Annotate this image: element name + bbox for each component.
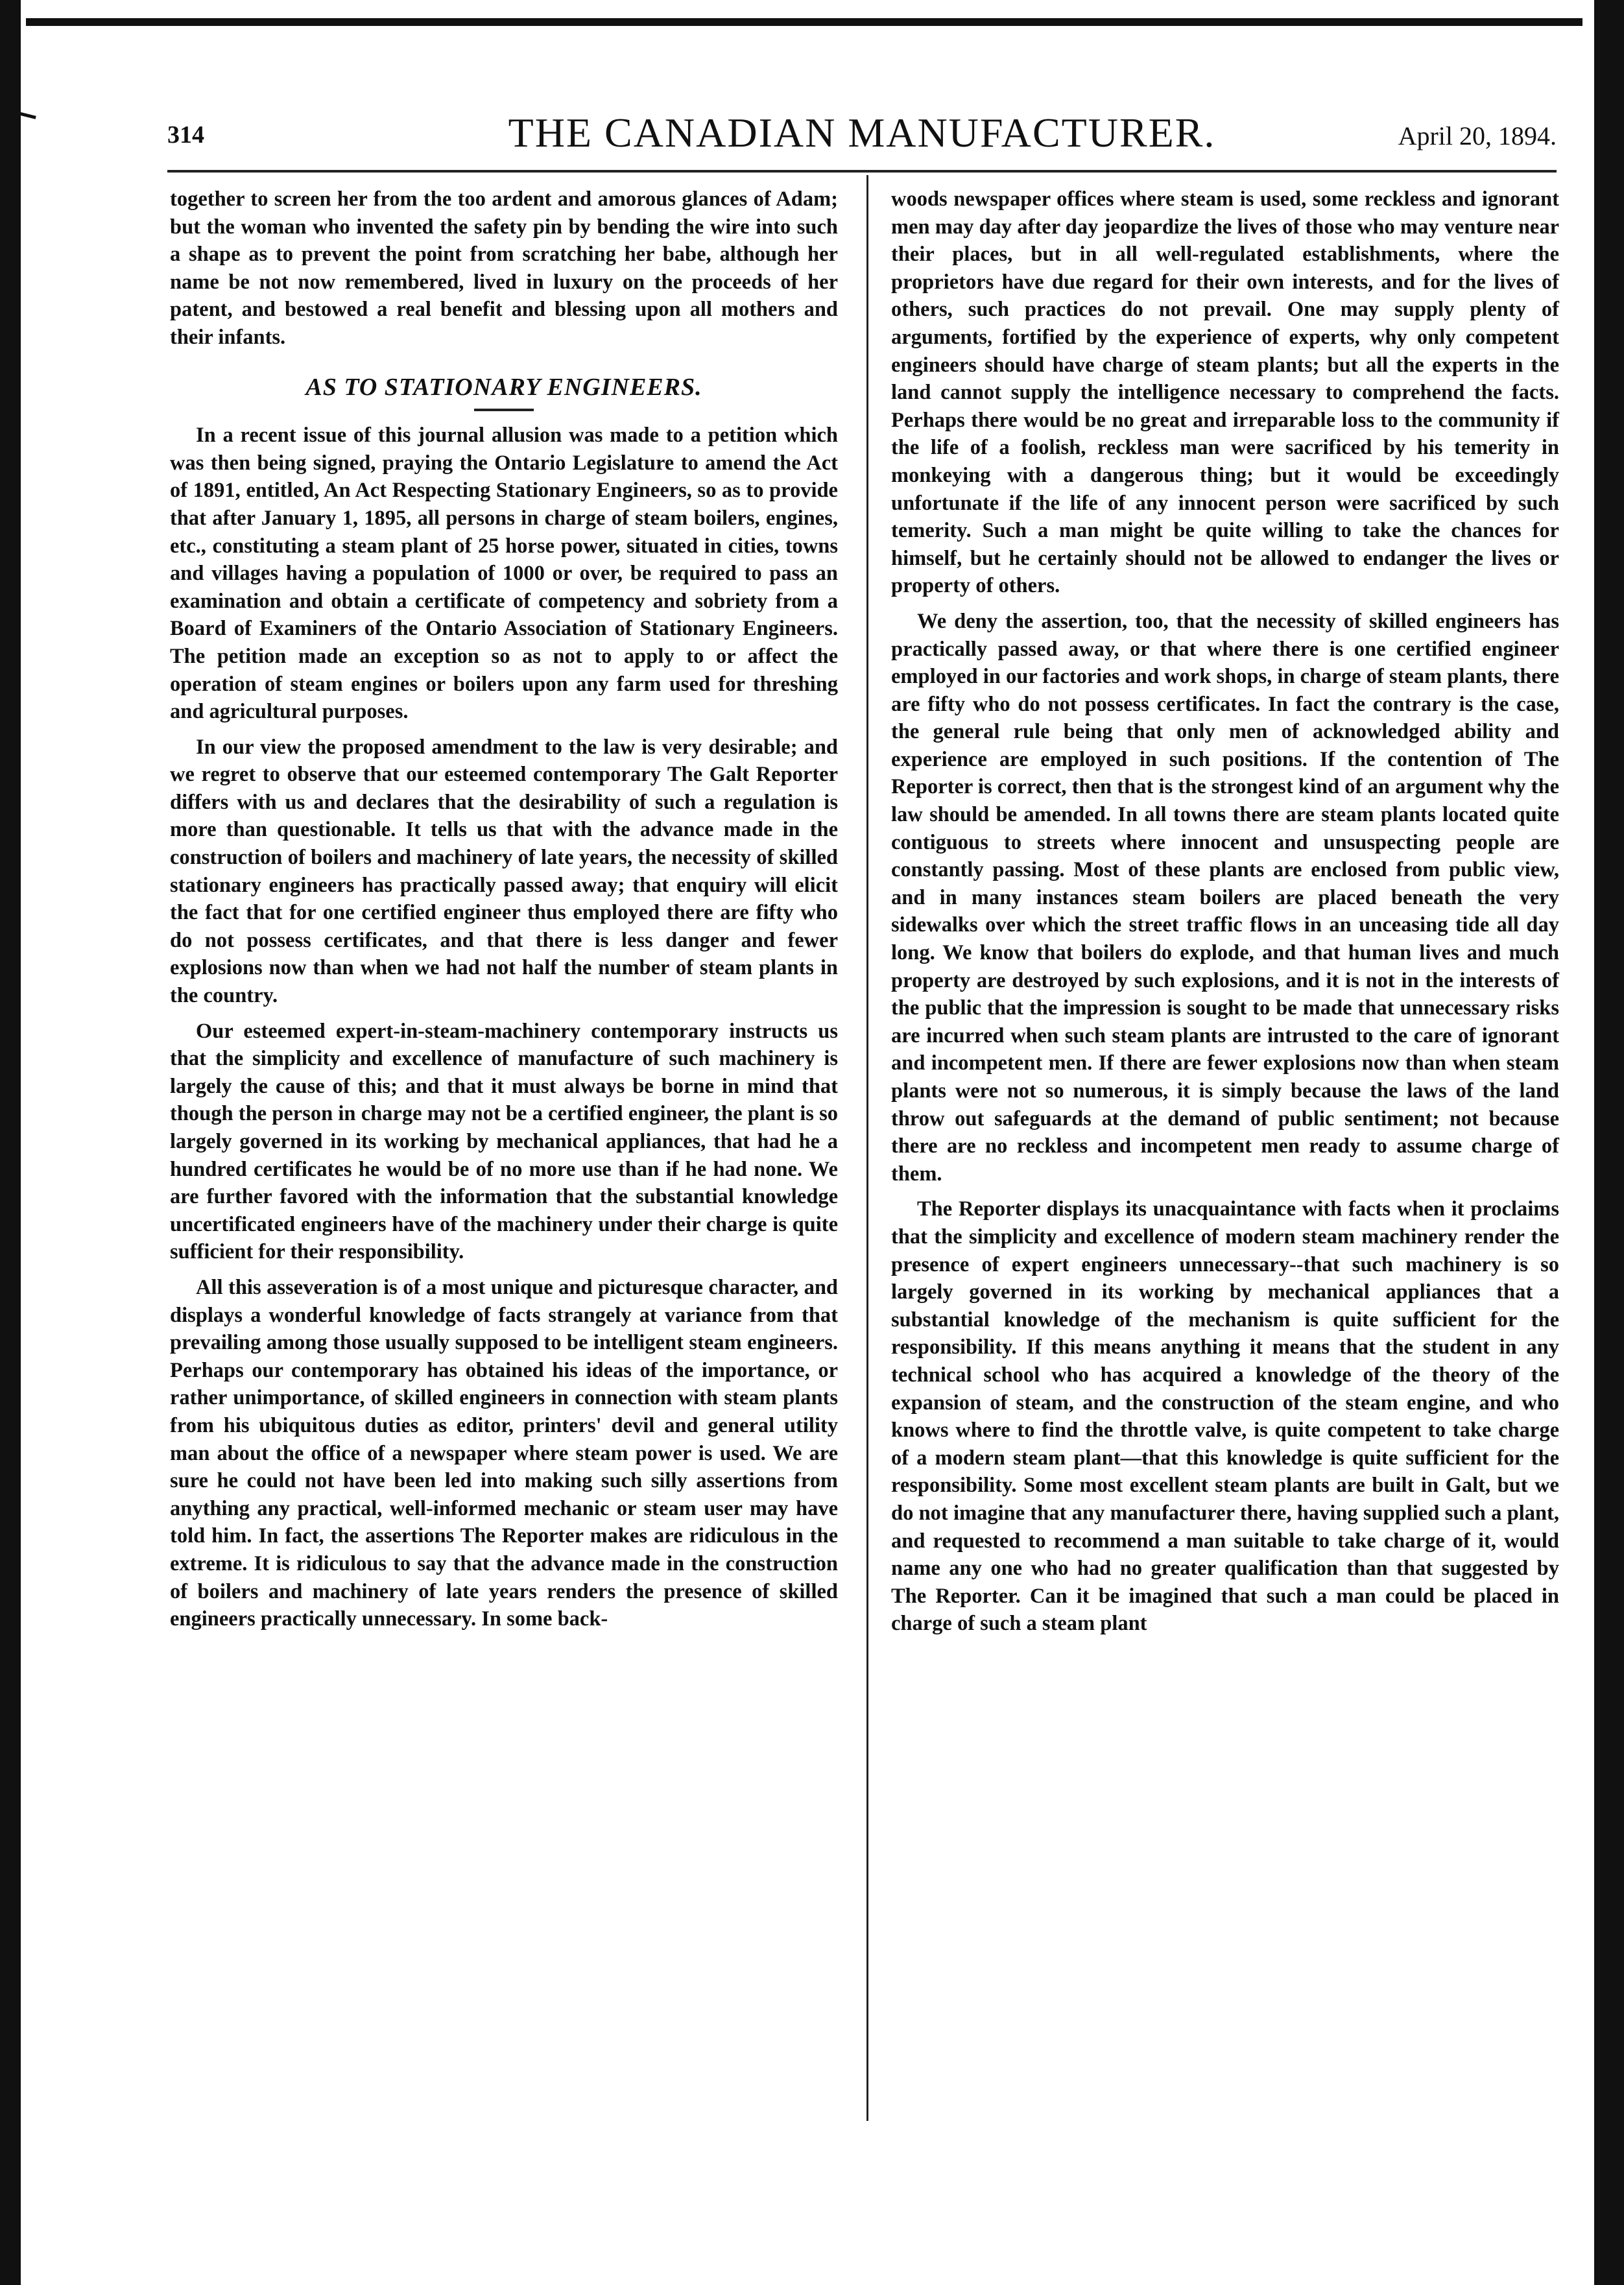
issue-date: April 20, 1894. [1398, 121, 1557, 150]
scan-left-edge [0, 0, 21, 2285]
paragraph: The Reporter displays its unacquaintance with facts when it proclaims that the simplicity and excellence of modern steam machinery render the presence of expert engineers unnecessary--that such machinery is so largely governed in its working by mechanical appliances that a substantial knowledge of the mechanism is quite sufficient for the responsibility. If this means anything it means that the student in any technical school who has acquired a knowledge of the theory of the expansion of steam, and the construction of the steam engine, and who knows where to find the throttle valve, is quite competent to take charge of a modern steam plant—that this knowledge is quite sufficient for the responsibility. Some most excellent steam plants are built in Galt, but we do not imagine that any manufacturer there, having supplied such a plant, and requested to recommend a man suitable to take charge of it, would name any one who had no greater qualification than that suggested by The Reporter. Can it be imagined that such a man could be placed in charge of such a steam plant [891, 1197, 1559, 1636]
paragraph: In our view the proposed amendment to the law is very desirable; and we regret to observe that our esteemed contemporary The Galt Reporter differs with us and declares that the desirability of such a regulation is more than questionable. It tells us that with the advance made in the construction of boilers and machinery of late years, the necessity of skilled stationary engineers has practically passed away; that enquiry will elicit the fact that for one certified engineer thus employed there are fifty who do not possess certificates, and that there is less danger and fewer explosions now than when we had not half the number of steam plants in the country. [170, 735, 838, 1008]
section-title-rule [474, 409, 534, 411]
header-rule [167, 170, 1557, 173]
journal-title: THE CANADIAN MANUFACTURER. [508, 110, 1216, 156]
paragraph-continued: woods newspaper offices where steam is used, some reckless and ignorant men may day after day jeopardize the lives of those who may venture near their places, but in all well-regulated establishments, where the proprietors have due regard for their own interests, and for the lives of others, such practices do not prevail. One may supply plenty of arguments, fortified by the experience of experts, why only competent engineers should have charge of steam plants; but all the experts in the land cannot supply the intelligence necessary to comprehend the facts. Perhaps there would be no great and irreparable loss to the community if the life of a foolish, reckless man were sacrificed by his temerity in monkeying with a dangerous thing; but it would be exceedingly unfortunate if the life of any innocent person were sacrificed by such temerity. Such a man might be quite willing to take the chances for himself, but he certainly should not be allowed to endanger the lives or property of others. [891, 187, 1559, 598]
page-header [167, 109, 1557, 161]
page-number: 314 [167, 121, 204, 149]
top-border-rule [26, 18, 1582, 26]
paragraph: Our esteemed expert-in-steam-machinery contemporary instructs us that the simplicity and excellence of manufacture of such machinery is largely the cause of this; and that it must always be borne in mind that though the person in charge may not be a certified engineer, the plant is so largely governed in its working by mechanical appliances, that had he a hundred certificates he would be of no more use than if he had none. We are further favored with the information that the substantial knowledge uncertificated engineers have of the machinery under their charge is quite sufficient for their responsibility. [170, 1019, 838, 1264]
paragraph: We deny the assertion, too, that the necessity of skilled engineers has practically passed away, or that where there is one certified engineer employed in our factories and work shops, in charge of steam plants, there are fifty who do not possess certificates. In fact the contrary is the case, the general rule being that only men of acknowledged ability and experience are employed in such positions. If the contention of The Reporter is correct, then that is the strongest kind of an argument why the law should be amended. In all towns there are steam plants located quite contiguous to streets where innocent and unsuspecting people are constantly passing. Most of these plants are enclosed from public view, and in many instances steam boilers are placed beneath the very sidewalks over which the street traffic flows in an unceasing tide all day long. We know that boilers do explode, and that human lives and much property are destroyed by such explosions, and it is not in the interests of the public that the impression is sought to be made that unnecessary risks are incurred when such steam plants are intrusted to the care of ignorant and incompetent men. If there are fewer explosions now than when steam plants were not so numerous, it is simply because the laws of the land throw out safeguards at the demand of public sentiment; not because there are no reckless and incompetent men ready to assume charge of them. [891, 609, 1559, 1186]
paragraph: All this asseveration is of a most unique and picturesque character, and displays a wonderful knowledge of facts strangely at variance from that prevailing among those usually supposed to be intelligent steam engineers. Perhaps our contemporary has obtained his ideas of the importance, or rather unimportance, of skilled engineers in connection with steam plants from his ubiquitous duties as editor, printers' devil and general utility man about the office of a newspaper where steam power is used. We are sure he could not have been led into making such silly assertions from anything any practical, well-informed mechanic or steam user may have told him. In fact, the assertions The Reporter makes are ridiculous in the extreme. It is ridiculous to say that the advance made in the construction of boilers and machinery of late years renders the presence of skilled engineers practically unnecessary. In some back- [170, 1275, 838, 1631]
left-column [170, 185, 838, 1641]
column-divider [866, 175, 868, 2121]
paragraph-continued: together to screen her from the too ardent and amorous glances of Adam; but the woman who invented the safety pin by bending the wire into such a shape as to prevent the point from scratching her babe, although her name be not now remembered, lived in luxury on the proceeds of her patent, and bestowed a real benefit and blessing upon all mothers and their infants. [170, 187, 838, 349]
scan-right-edge [1594, 0, 1624, 2285]
paragraph: In a recent issue of this journal allusion was made to a petition which was then being signed, praying the Ontario Legislature to amend the Act of 1891, entitled, An Act Respecting Stationary Engineers, so as to provide that after January 1, 1895, all persons in charge of steam boilers, engines, etc., constituting a steam plant of 25 horse power, situated in cities, towns and villages having a population of 1000 or over, be required to pass an examination and obtain a certificate of competency and sobriety from a Board of Examiners of the Ontario Association of Stationary Engineers. The petition made an exception so as not to apply to or affect the operation of steam engines or boilers upon any farm used for threshing and agricultural purposes. [170, 424, 838, 724]
section-title: AS TO STATIONARY ENGINEERS. [305, 373, 702, 401]
right-column [891, 185, 1559, 1645]
